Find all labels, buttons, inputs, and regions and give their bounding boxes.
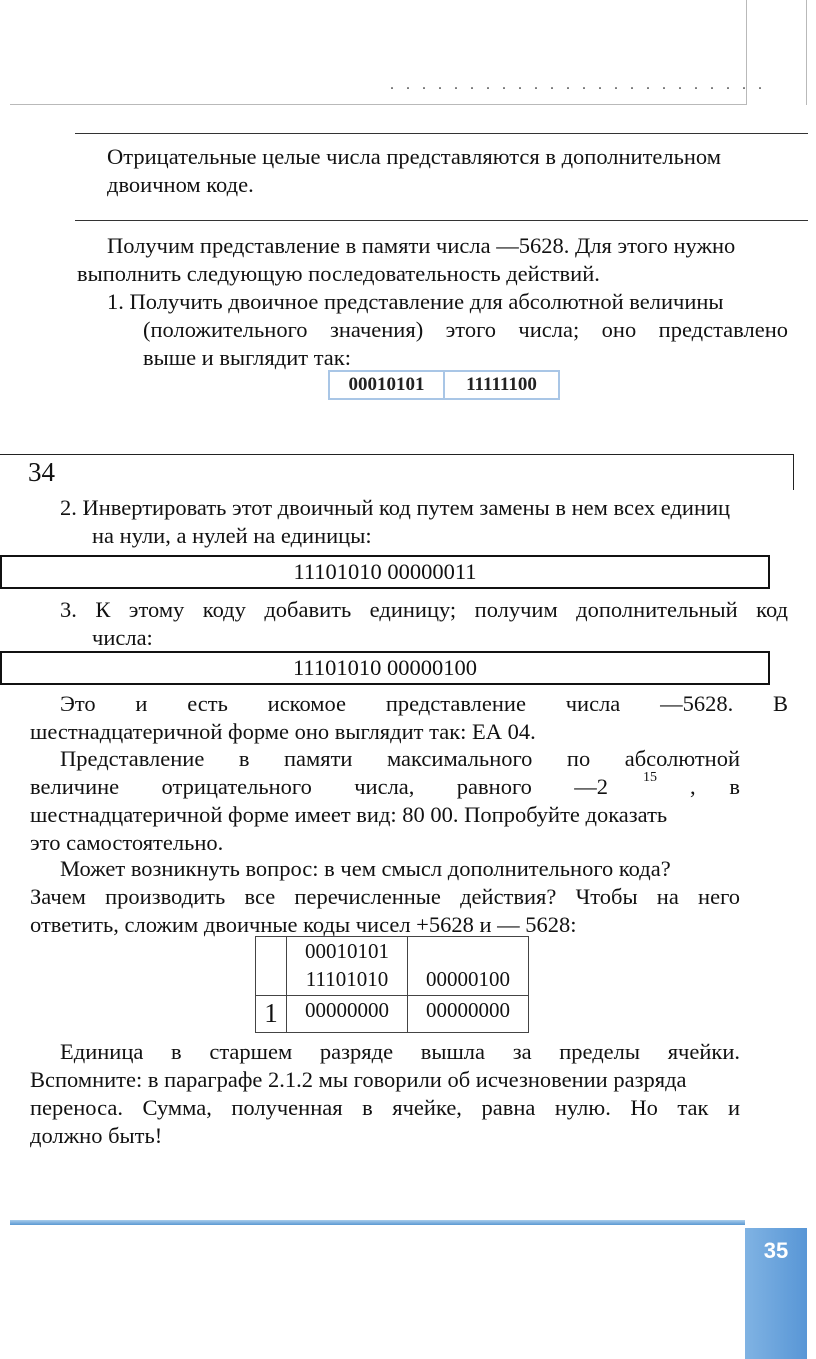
definition-line: двоичном коде. bbox=[107, 172, 254, 197]
intro-line: выполнить следующую последовательность действий. bbox=[77, 261, 600, 286]
step1-line: 1. Получить двоичное представление для абсолютной величины bbox=[107, 289, 724, 314]
result-line: Это и есть искомое представление числа —5628. В bbox=[60, 691, 788, 716]
conclusion-line: переноса. Сумма, полученная в ячейке, равна нулю. Но так и bbox=[30, 1095, 740, 1120]
maxneg-line: шестнадцатеричной форме имеет вид: 80 00. Попробуйте доказать bbox=[30, 802, 668, 827]
conclusion-line: Единица в старшем разряде вышла за пределы ячейки. bbox=[60, 1039, 740, 1064]
complement-code-box: 11101010 00000100 bbox=[0, 651, 770, 685]
question-line: Зачем производить все перечисленные действия? Чтобы на него bbox=[30, 884, 740, 909]
sum-cell: 00010101 11101010 bbox=[287, 937, 408, 996]
header-divider bbox=[806, 0, 807, 105]
binary-low-byte: 11111100 bbox=[443, 372, 558, 398]
sum-cell: 00000000 bbox=[408, 996, 529, 1033]
question-line: ответить, сложим двоичные коды чисел +5628 и — 5628: bbox=[30, 912, 577, 937]
sum-cell bbox=[256, 937, 287, 996]
page-number-right: 35 bbox=[763, 1238, 789, 1263]
intro-line: Получим представление в памяти числа —5628. Для этого нужно bbox=[107, 233, 736, 258]
question-line: Может возникнуть вопрос: в чем смысл дополнительного кода? bbox=[60, 856, 671, 881]
header-dots: . . . . . . . . . . . . . . . . . . . . . . . . bbox=[390, 76, 766, 93]
sum-cell: 00000100 bbox=[408, 937, 529, 996]
definition-top-rule bbox=[75, 133, 808, 134]
page-rule bbox=[0, 454, 794, 455]
definition-bottom-rule bbox=[75, 220, 808, 221]
maxneg-line: величине отрицательного числа, равного —2 bbox=[30, 774, 608, 799]
carry-cell: 1 bbox=[256, 996, 287, 1033]
header-rule bbox=[10, 104, 746, 105]
result-line: шестнадцатеричной форме оно выглядит так: ЕА 04. bbox=[30, 719, 536, 744]
conclusion-line: Вспомните: в параграфе 2.1.2 мы говорили об исчезновении разряда bbox=[30, 1067, 687, 1092]
step3-line: числа: bbox=[92, 625, 153, 650]
binary-high-byte: 00010101 bbox=[348, 374, 425, 395]
step1-line: (положительного значения) этого числа; оно представлено bbox=[143, 317, 788, 342]
step2-line: на нули, а нулей на единицы: bbox=[92, 523, 372, 548]
binary-table bbox=[328, 370, 560, 400]
step3-line: 3. К этому коду добавить единицу; получим дополнительный код bbox=[60, 597, 788, 622]
step1-line: выше и выглядит так: bbox=[143, 345, 351, 370]
maxneg-line-end: , в bbox=[690, 774, 740, 799]
maxneg-exponent: 15 bbox=[643, 770, 657, 785]
maxneg-line: это самостоятельно. bbox=[30, 830, 224, 855]
maxneg-line: Представление в памяти максимального по абсолютной bbox=[60, 746, 740, 771]
sum-table bbox=[255, 936, 529, 1033]
page-number-left: 34 bbox=[28, 457, 55, 487]
page-rule-edge bbox=[793, 454, 794, 490]
sum-cell: 00000000 bbox=[287, 996, 408, 1033]
definition-line: Отрицательные целые числа представляются в дополнительном bbox=[107, 144, 721, 169]
step2-line: 2. Инвертировать этот двоичный код путем замены в нем всех единиц bbox=[60, 495, 731, 520]
footer-rule bbox=[10, 1220, 745, 1225]
inverted-code-box: 11101010 00000011 bbox=[0, 555, 770, 589]
conclusion-line: должно быть! bbox=[30, 1123, 163, 1148]
